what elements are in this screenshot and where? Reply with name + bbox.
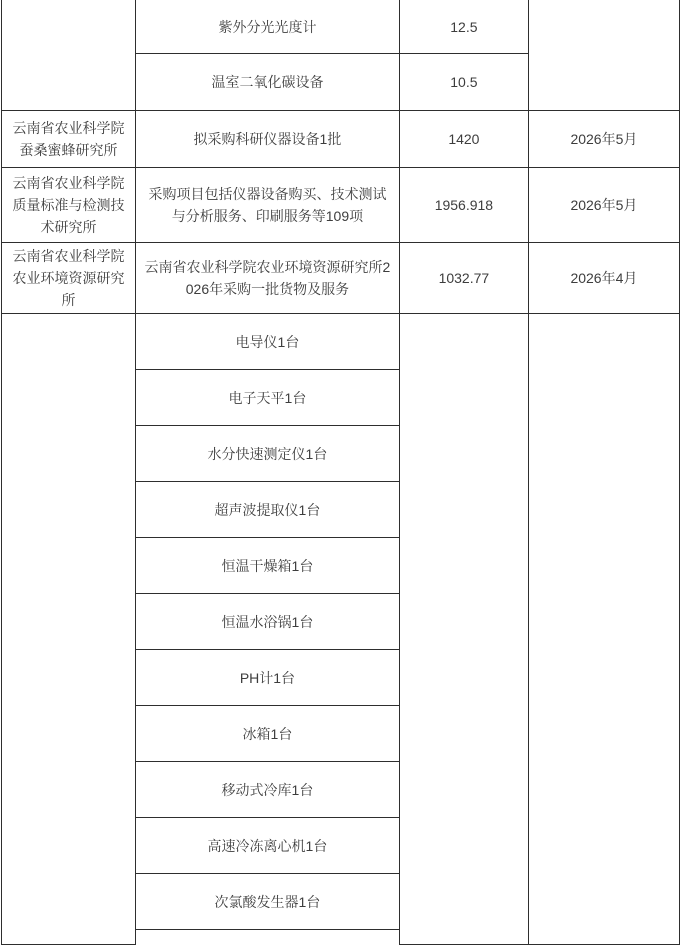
org-cell: 云南省农业科学院农业环境资源研究所 [2, 243, 136, 314]
amount-cell: 12.5 [399, 0, 528, 54]
org-cell: 云南省农业科学院质量标准与检测技术研究所 [2, 168, 136, 243]
equipment-item-cell: 水分快速测定仪1台 [135, 426, 399, 482]
equipment-item-cell: 高速冷冻离心机1台 [135, 818, 399, 874]
date-cell-merged-empty [528, 314, 679, 945]
equipment-item-cell: 恒温干燥箱1台 [135, 538, 399, 594]
amount-cell: 10.5 [399, 54, 528, 111]
amount-cell-merged-empty [399, 314, 528, 945]
equipment-item-cell: 超声波提取仪1台 [135, 482, 399, 538]
amount-cell: 1420 [399, 111, 528, 168]
table-row [2, 111, 680, 168]
org-cell: 云南省农业科学院蚕桑蜜蜂研究所 [2, 111, 136, 168]
date-cell: 2026年5月 [528, 168, 679, 243]
equipment-item-cell: 移动式冷库1台 [135, 762, 399, 818]
equipment-item-cell: 电子天平1台 [135, 370, 399, 426]
table-row [2, 168, 680, 243]
table-row [2, 314, 680, 370]
org-cell-merged-above [2, 0, 136, 111]
table-row [2, 0, 680, 54]
item-cell: 采购项目包括仪器设备购买、技术测试与分析服务、印刷服务等109项 [135, 168, 399, 243]
item-cell: 云南省农业科学院农业环境资源研究所2026年采购一批货物及服务 [135, 243, 399, 314]
item-cell: 紫外分光光度计 [135, 0, 399, 54]
table-row [2, 243, 680, 314]
equipment-item-cell: 恒温水浴锅1台 [135, 594, 399, 650]
equipment-item-cell: PH计1台 [135, 650, 399, 706]
item-cell: 拟采购科研仪器设备1批 [135, 111, 399, 168]
date-cell: 2026年4月 [528, 243, 679, 314]
equipment-item-cell: 次氯酸发生器1台 [135, 874, 399, 930]
amount-cell: 1956.918 [399, 168, 528, 243]
amount-cell: 1032.77 [399, 243, 528, 314]
procurement-table [1, 0, 680, 945]
equipment-item-cell: 电导仪1台 [135, 314, 399, 370]
date-cell-merged-above [528, 0, 679, 111]
equipment-item-cell: 冰箱1台 [135, 706, 399, 762]
date-cell: 2026年5月 [528, 111, 679, 168]
equipment-item-cell-cutoff [135, 930, 399, 945]
item-cell: 温室二氧化碳设备 [135, 54, 399, 111]
org-cell-merged-empty [2, 314, 136, 945]
